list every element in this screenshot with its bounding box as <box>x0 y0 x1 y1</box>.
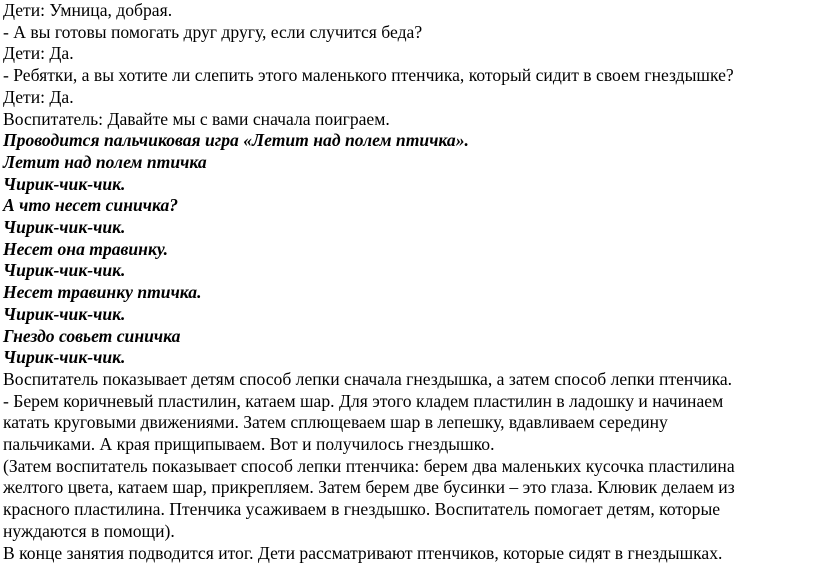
text-line: катать круговыми движениями. Затем сплющеваем шар в лепешку, вдавливаем середину <box>3 412 668 433</box>
rhyme-line: Чирик-чик-чик. <box>3 303 126 324</box>
rhyme-line: А что несет синичка? <box>3 195 179 216</box>
text-line: нуждаются в помощи). <box>3 520 175 541</box>
rhyme-line: Несет травинку птичка. <box>3 282 202 303</box>
rhyme-line: Чирик-чик-чик. <box>3 260 126 281</box>
text-line: Воспитатель показывает детям способ лепки сначала гнездышка, а затем способ лепки птенчика. <box>3 368 733 389</box>
rhyme-line: Летит над полем птичка <box>3 151 207 172</box>
rhyme-line: Несет она травинку. <box>3 238 168 259</box>
dialogue-line: Воспитатель: Давайте мы с вами сначала поиграем. <box>3 108 390 129</box>
dialogue-line: Дети: Да. <box>3 43 74 64</box>
rhyme-line: Чирик-чик-чик. <box>3 173 126 194</box>
text-line: желтого цвета, катаем шар, прикрепляем. Затем берем две бусинки – это глаза. Клювик делаем из <box>3 477 735 498</box>
text-line: - Берем коричневый пластилин, катаем шар. Для этого кладем пластилин в ладошку и начинаем <box>3 390 724 411</box>
rhyme-line: Чирик-чик-чик. <box>3 217 126 238</box>
text-line: красного пластилина. Птенчика усаживаем в гнездышко. Воспитатель помогает детям, которые <box>3 499 721 520</box>
rhyme-line: Чирик-чик-чик. <box>3 347 126 368</box>
game-heading: Проводится пальчиковая игра «Летит над полем птичка». <box>3 130 469 151</box>
dialogue-line: Дети: Умница, добрая. <box>3 0 173 20</box>
dialogue-line: Дети: Да. <box>3 86 74 107</box>
text-line: (Затем воспитатель показывает способ лепки птенчика: берем два маленьких кусочка пластилина <box>3 455 735 476</box>
dialogue-line: - А вы готовы помогать друг другу, если случится беда? <box>3 21 423 42</box>
text-line: пальчиками. А края прищипываем. Вот и получилось гнездышко. <box>3 434 495 455</box>
text-line: В конце занятия подводится итог. Дети рассматривают птенчиков, которые сидят в гнездышках. <box>3 542 723 563</box>
dialogue-line: - Ребятки, а вы хотите ли слепить этого маленького птенчика, который сидит в своем гнездышке? <box>3 65 734 86</box>
rhyme-line: Гнездо совьет синичка <box>3 325 181 346</box>
